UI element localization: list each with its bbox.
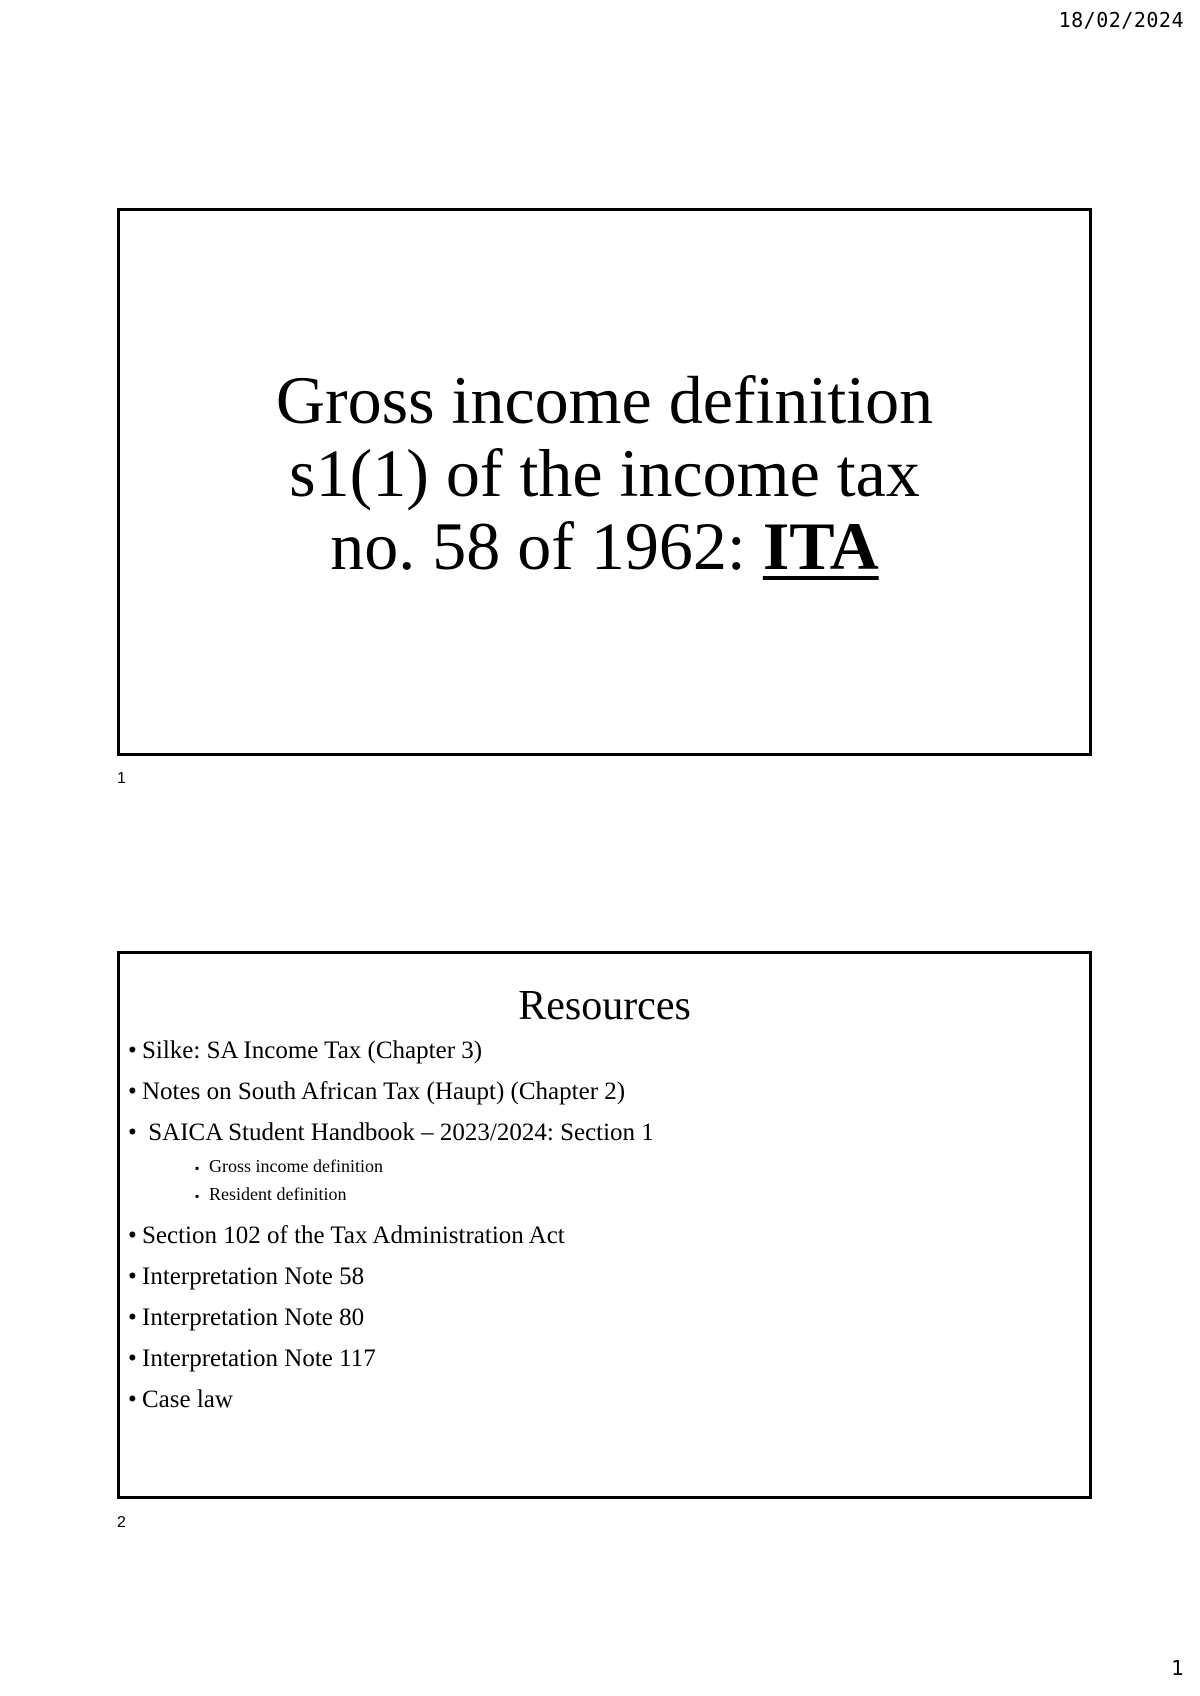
title-line-2: s1(1) of the income tax [289,434,920,511]
list-item [128,1385,1089,1415]
bullet-icon: • [128,1344,137,1372]
list-item-text: Silke: SA Income Tax (Chapter 3) [142,1037,483,1064]
bullet-icon: • [128,1303,137,1331]
slide-2-title: Resources [518,983,691,1029]
slide-2 [117,951,1092,1499]
title-emphasis-ita: ITA [762,507,879,584]
sub-list-item-text: Gross income definition [209,1156,383,1176]
list-item-text: SAICA Student Handbook – 2023/2024: Section 1 [142,1119,654,1146]
sub-list-item [195,1181,1089,1209]
resources-list-continued [120,1221,1089,1415]
bullet-icon: • [128,1262,137,1290]
title-line-3-text: no. 58 of 1962: [330,507,763,584]
resources-sub-list [195,1153,1089,1209]
bullet-icon: • [128,1221,137,1249]
list-item-text: Notes on South African Tax (Haupt) (Chapter 2) [142,1078,626,1105]
slide-number-2: 2 [117,1514,126,1531]
list-item-text: Interpretation Note 58 [142,1262,365,1290]
square-bullet-icon: ▪ [195,1188,200,1203]
list-item-text: Interpretation Note 80 [142,1303,365,1331]
list-item [128,1262,1089,1292]
bullet-icon: • [128,1385,137,1413]
list-item [128,1344,1089,1374]
page-date: 18/02/2024 [1058,8,1184,32]
resources-list [120,1036,1089,1148]
list-item [128,1221,1089,1251]
list-item [128,1118,1089,1148]
title-line-3 [276,507,933,584]
sub-list-item [195,1153,1089,1181]
slide-1 [117,208,1092,756]
bullet-icon: • [128,1119,137,1146]
slide-1-title [275,361,934,584]
bullet-icon: • [128,1037,137,1064]
page-number: 1 [1171,1656,1184,1680]
list-item-text: Section 102 of the Tax Administration Act [142,1221,565,1249]
title-line-1: Gross income definition [275,361,934,438]
list-item-text: Interpretation Note 117 [142,1344,376,1372]
list-item [128,1077,1089,1107]
list-item-text: Case law [142,1385,233,1413]
sub-list-item-text: Resident definition [209,1183,347,1204]
slide-number-1: 1 [117,770,126,787]
square-bullet-icon: ▪ [195,1160,200,1175]
bullet-icon: • [128,1078,137,1105]
list-item [128,1036,1089,1066]
list-item [128,1303,1089,1333]
